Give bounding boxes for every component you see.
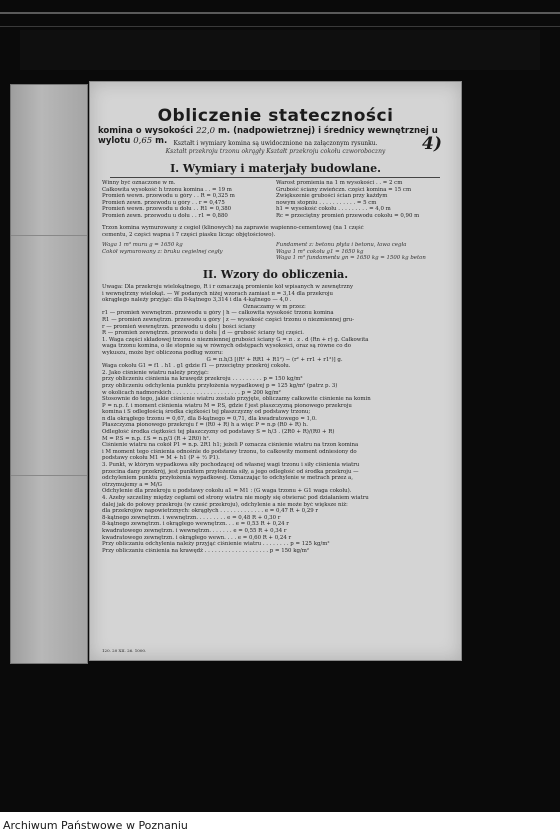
film-edge-line bbox=[0, 26, 560, 27]
folded-sheet-edge bbox=[10, 84, 88, 664]
materials-left-column: Waga 1 m³ muru g = 1650 kg Cokół wymurowany z: bruku cegielnej cegły bbox=[102, 242, 223, 255]
print-footnote: 120. 20 XII. 26. 1000. bbox=[102, 648, 147, 653]
document-title: Obliczenie stateczności bbox=[157, 106, 394, 126]
document-subtitle: komina o wysokości 22,0 m. (nadpowietrznej) i średnicy wewnętrznej u wylotu 0,65 m. bbox=[98, 126, 438, 146]
film-edge-line bbox=[0, 12, 560, 14]
section-title: II. Wzory do obliczenia. bbox=[202, 268, 349, 281]
materials-right-column: Fundament z: betonu płyta i betonu, ława cegła Waga 1 m³ cokołu g1 = 1650 kg Waga 1 m³ fundamentu gn = 1650 kg = 1500 kg beton bbox=[276, 242, 426, 262]
fold-line bbox=[11, 475, 87, 476]
intro-lines: Kształt i wymiary komina są uwidocznione na załączonym rysunku. Kształt przekroju trzonu okrągły Kształt przekroju cokołu czworoboczny bbox=[165, 140, 386, 155]
diameter-fill: 0,65 bbox=[133, 136, 153, 146]
margin-mark: 4) bbox=[422, 134, 442, 154]
document-sheet bbox=[89, 81, 462, 661]
materials-text: Trzon komina wymurowany z cegieł (klinowych) na zaprawie wapienno-cementowej (na 1 część cementu, 2 części wapna i 7 części piasku licząc objętościowo). bbox=[102, 225, 364, 238]
dimensions-left-column: Winny być oznaczone w m. Całkowita wysokość h trzonu komina . . = 19 m Promień wewn. przewodu u góry . . R = 0,325 m Promień zewn. przewodu u góry . . r = 0,475 Promień wewn. przewodu u dołu . . R1 = 0,380 Promień zewn. przewodu u dołu . . r1 = 0,880 bbox=[102, 180, 235, 219]
dimensions-right-column: Warost promienia na 1 m wysokości . . = 2 cm Grubość ściany zwieńczn. części komina = 15 cm Zwiększenie grubości ścian przy każdym nowym stopniu . . . . . . . . . . . = 5 cm h1 = wysokość cokołu . . . . . . . . . = 4,0 m Rc = przeciętny promień przewodu cokołu = 0,90 m bbox=[276, 180, 420, 219]
formulas-text: Uwaga: Dla przekroju wielokątnego, R i r oznaczają promienie kół wpisanych w zewnętrzny i wewnętrzny wielokąt. — W podanych niżej wzorach zamiast π = 3,14 dla przekroju okrągłego należy przyjąć: dla 8-kątnego 3,314 i dla 4-kątnego — 4,0 . Oznaczamy w m przez: r1 — promień wewnętrzn. przewodu u góry | h — całkowita wysokość trzonu komina R1 — promień zewnętrzn. przewodu u góry | z — wysokość części trzonu o niezmiennej gru- r — promień wewnętrzn. przewodu u dołu | bości ściany R — promień zewnętrzn. przewodu u dołu | d — grubość ściany tej części. 1. Waga części składowej trzonu o niezmiennej grubości ściany G = π . z . d (Rn + r) g. Całkowita waga trzonu komina, o ile stopnie są w równych odstępach wysokości, oraz są równe co do wykuszu, może być obliczona podług wzoru: G = π.h/3 [(R² + RR1 + R1²) − (r² + rr1 + r1²)] g. Waga cokołu G1 = f1 . h1 . g1 gdzie f1 — przeciętny przekrój cokołu. 2. Jako ciśnienie wiatru należy przyjąć: przy obliczeniu ciśnienia na krawędź przekroju . . . . . . . . . p = 150 kg/m² przy obliczeniu odchylenia punktu przyłożenia wypadkowej p = 125 kg/m² (patrz p. 3) w okolicach nadmorskich . . . . . . . . . . . . . . . . . . . . p = 200 kg/m² Stosownie do tego, jakie ciśnienie wiatru zostało przyjęte, obliczamy całkowite ciśnienie na komin P = n.p. f. i moment ciśnienia wiatru M = P.S, gdzie f jest płaszczyzną pionowego przekroju komina i S odległością środka ciężkości tej płaszczyzny od podstawy trzonu; n dla okrągłego trzonu = 0,67, dla 8-kątnego = 0,71, dla kwadratowego = 1,0. Płaszczyzna pionowego przekroju f = (R0 + R) h a więc P = n.p (R0 + R) h. Odległość środka ciężkości tej płaszczyzny od podstawy S = h/3 . (2R0 + R)/(R0 + R) M = P.S = n.p. f.S = n.p/3 (R + 2R0) h². Ciśnienie wiatru na cokół P1 = n.p. 2R1 h1; jeżeli P oznacza ciśnienie wiatru na trzon komina i M moment tego ciśnienia odnośnie do podstawy trzonu, to całkowity moment odniesiony do podstawy cokołu M1 = M + h1 (P + ½ P1). 3. Punkt, w którym wypadkowa siły pochodzącej od własnej wagi trzonu i siły ciśnienia wiatru przecina dany przekrój, jest punktem przyłożenia siły, a jego odległość od środka przekroju — odchyleniem punktu przyłożenia wypadkowej. Oznaczając to odchylenie w metrach przez a, otrzymujemy a = M/G Odchylenie dla przekroju u podstawy cokołu a1 = M1 : (G waga trzonu + G1 waga cokołu). 4. Azeby szczeliny między cegłami od strony wiatru nie mogły się otwierać pod działaniem wiatru dalej jak do połowy przekroju (w cześć przekroju), odchylenie a nie może być większe niż: dla przekrojów napowietrznych: okrągłych . . . . . . . . . . . . . e = 0,47 R + 0,29 r 8-kątnego zewnętrzn. i wewnętrzn. . . . . . . . . e = 0,48 R + 0,30 r 8-kątnego zewnętrzn. i okrągłego wewnętrzn. . . e = 0,53 R + 0,24 r kwadratowego zewnętrzn. i wewnętrzn. . . . . . . e = 0,55 R + 0,34 r kwadratowego zewnętrzn. i okrągłego wewn. . . . e = 0,60 R + 0,24 r Przy obliczaniu odchylenia należy przyjąć ciśnienie wiatru . . . . . . . . p = 125 kg/m² Przy obliczaniu ciśnienia na krawędź . . . . . . . . . . . . . . . . . . . p = 150 kg/m² bbox=[102, 284, 371, 554]
fold-line bbox=[11, 235, 87, 236]
film-border bbox=[20, 30, 540, 70]
section-rule bbox=[110, 177, 440, 178]
section-title: I. Wymiary i materjały budowlane. bbox=[170, 162, 381, 175]
height-fill: 22,0 bbox=[196, 126, 216, 136]
archive-label: Archiwum Państwowe w Poznaniu bbox=[3, 819, 188, 832]
archive-footer bbox=[0, 812, 560, 840]
